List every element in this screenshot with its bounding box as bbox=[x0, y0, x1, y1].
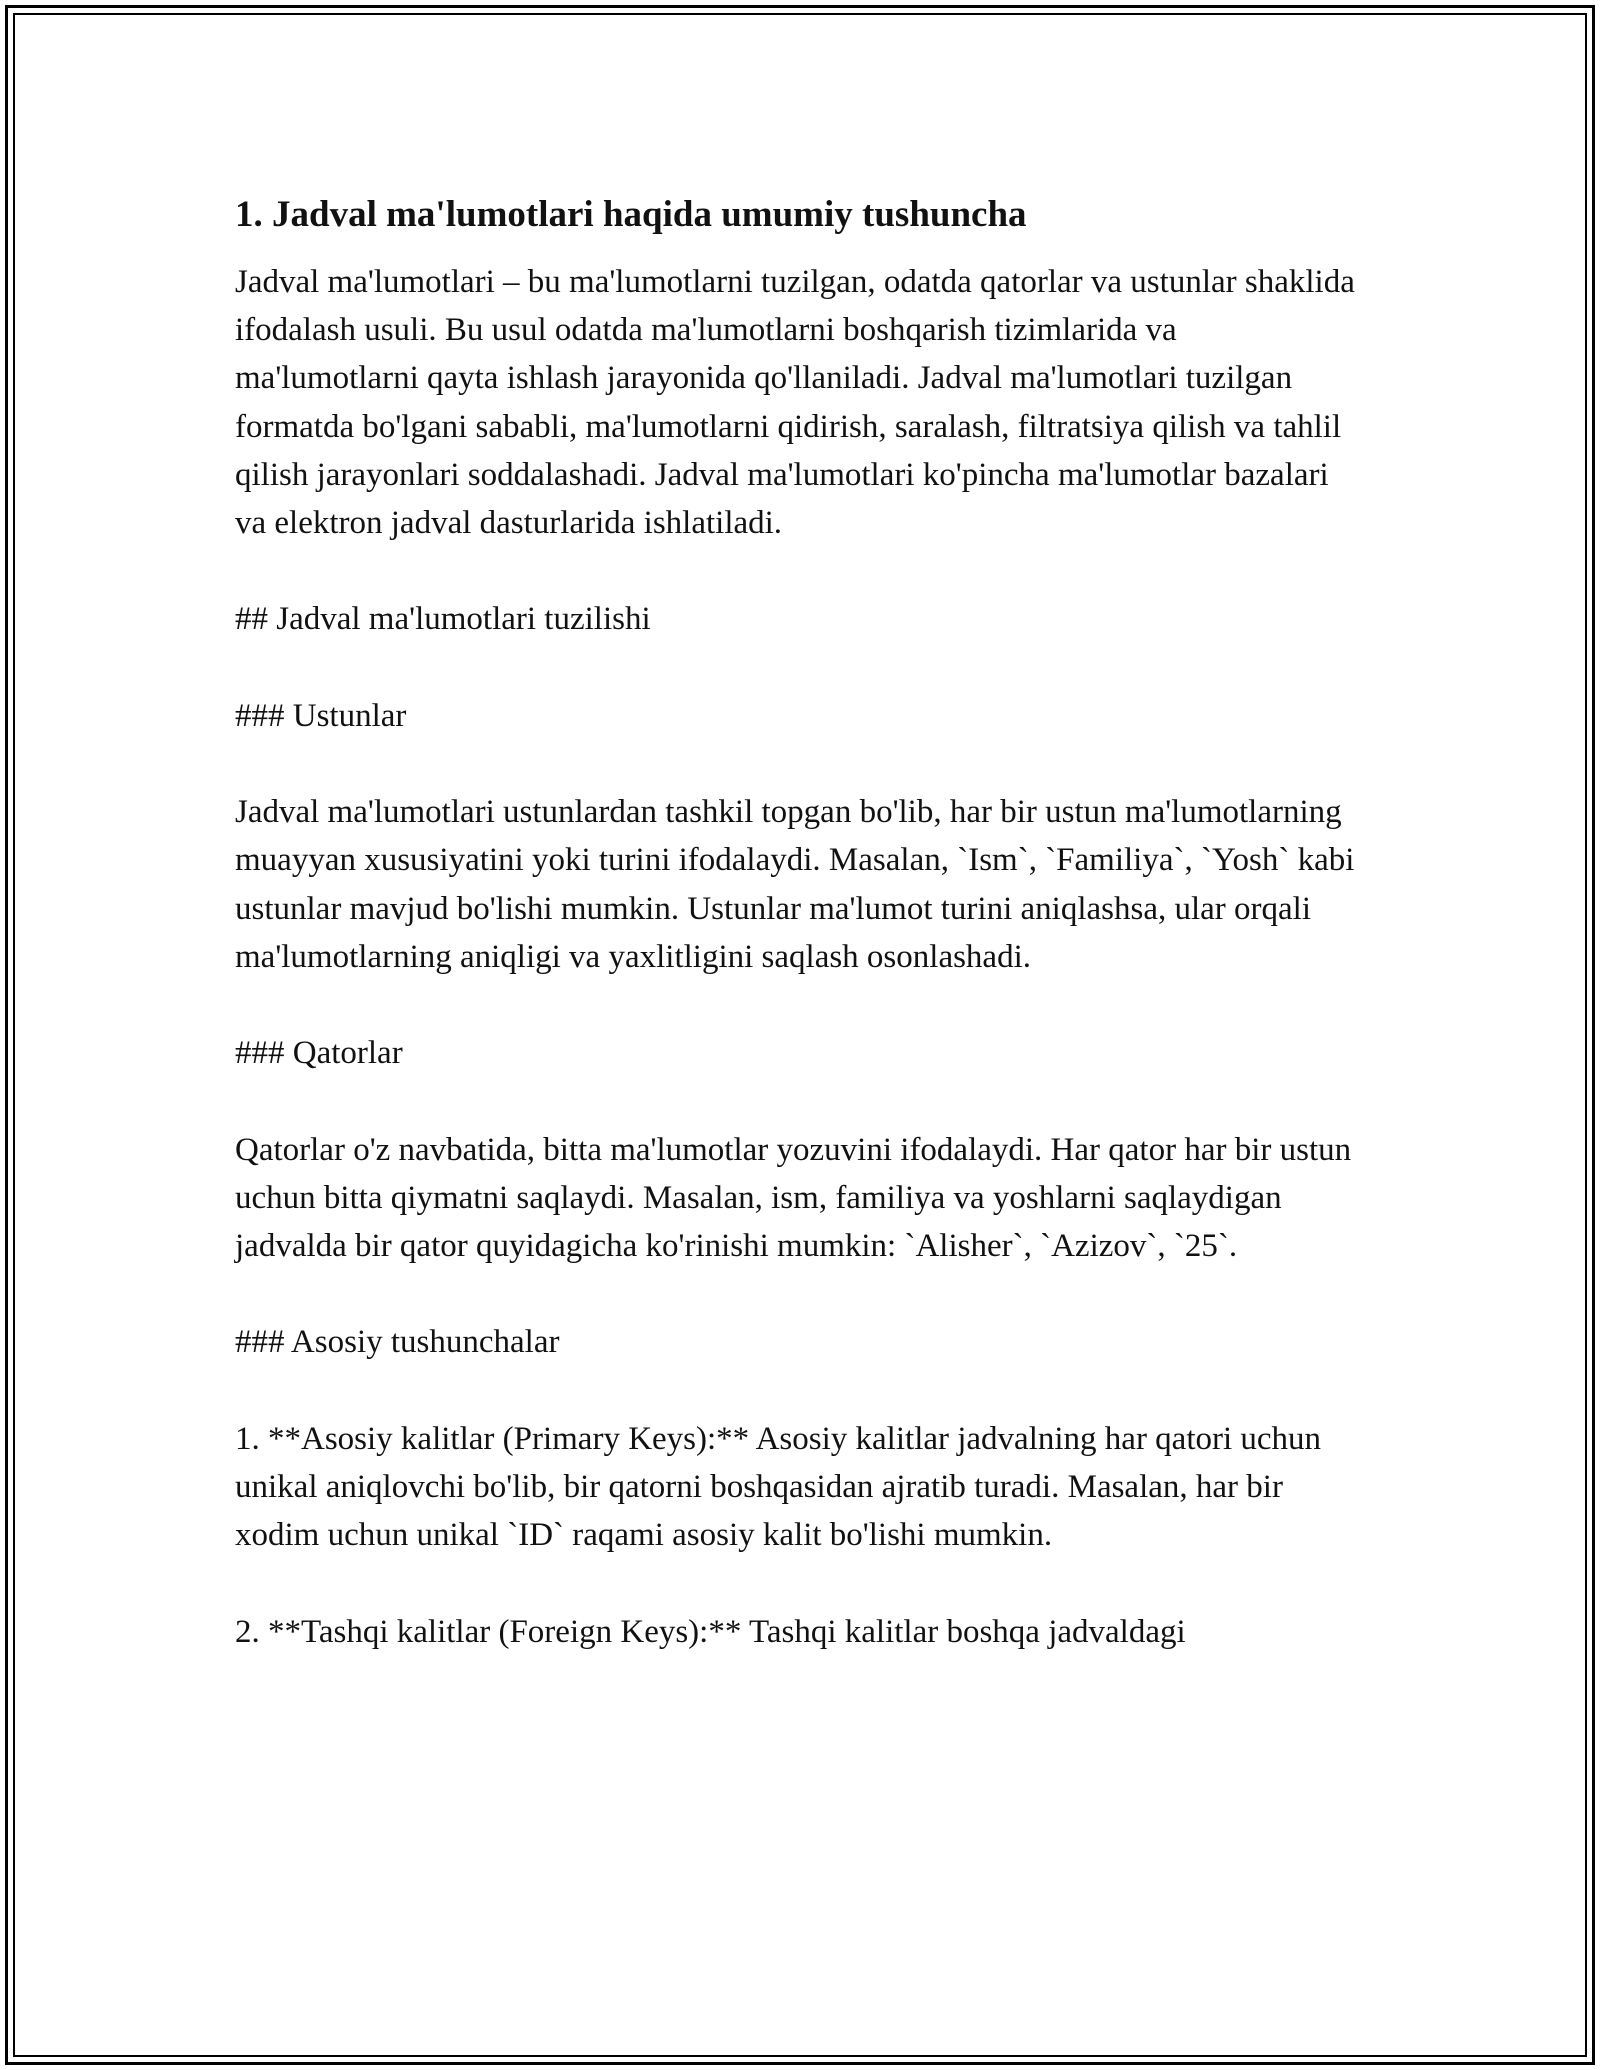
list-item-foreign-keys: 2. **Tashqi kalitlar (Foreign Keys):** Tashqi kalitlar boshqa jadvaldagi bbox=[235, 1613, 1186, 1650]
list-item-primary-keys: 1. **Asosiy kalitlar (Primary Keys):** Asosiy kalitlar jadvalning har qatori uchun unikal aniqlovchi bo'lib, bir qatorni boshqasidan ajratib turadi. Masalan, har bir xodim uchun unikal `ID` raqami asosiy kalit bo'lishi mumkin. bbox=[235, 1420, 1322, 1554]
section-title: 1. Jadval ma'lumotlari haqida umumiy tushuncha bbox=[235, 194, 1027, 235]
rows-paragraph: Qatorlar o'z navbatida, bitta ma'lumotlar yozuvini ifodalaydi. Har qator har bir ustun uchun bitta qiymatni saqlaydi. Masalan, ism, familiya va yoshlarni saqlaydigan jadvalda bir qator quyidagicha ko'rinishi mumkin: `Alisher`, `Azizov`, `25`. bbox=[235, 1131, 1352, 1264]
concepts-heading: ### Asosiy tushunchalar bbox=[235, 1324, 560, 1361]
columns-paragraph: Jadval ma'lumotlari ustunlardan tashkil topgan bo'lib, har bir ustun ma'lumotlarning muayyan xususiyatini yoki turini ifodalaydi. Masalan, `Ism`, `Familiya`, `Yosh` kabi ustunlar mavjud bo'lishi mumkin. Ustunlar ma'lumot turini aniqlashsa, ular orqali ma'lumotlarning aniqligi va yaxlitligini saqlash osonlashadi. bbox=[235, 794, 1355, 975]
document-body bbox=[235, 188, 1365, 1656]
structure-heading: ## Jadval ma'lumotlari tuzilishi bbox=[235, 601, 651, 638]
rows-heading: ### Qatorlar bbox=[235, 1035, 403, 1072]
columns-heading: ### Ustunlar bbox=[235, 697, 407, 734]
intro-paragraph: Jadval ma'lumotlari – bu ma'lumotlarni tuzilgan, odatda qatorlar va ustunlar shaklida ifodalash usuli. Bu usul odatda ma'lumotlarni boshqarish tizimlarida va ma'lumotlarni qayta ishlash jarayonida qo'llaniladi. Jadval ma'lumotlari tuzilgan formatda bo'lgani sababli, ma'lumotlarni qidirish, saralash, filtratsiya qilish va tahlil qilish jarayonlari soddalashadi. Jadval ma'lumotlari ko'pincha ma'lumotlar bazalari va elektron jadval dasturlarida ishlatiladi. bbox=[235, 264, 1355, 542]
